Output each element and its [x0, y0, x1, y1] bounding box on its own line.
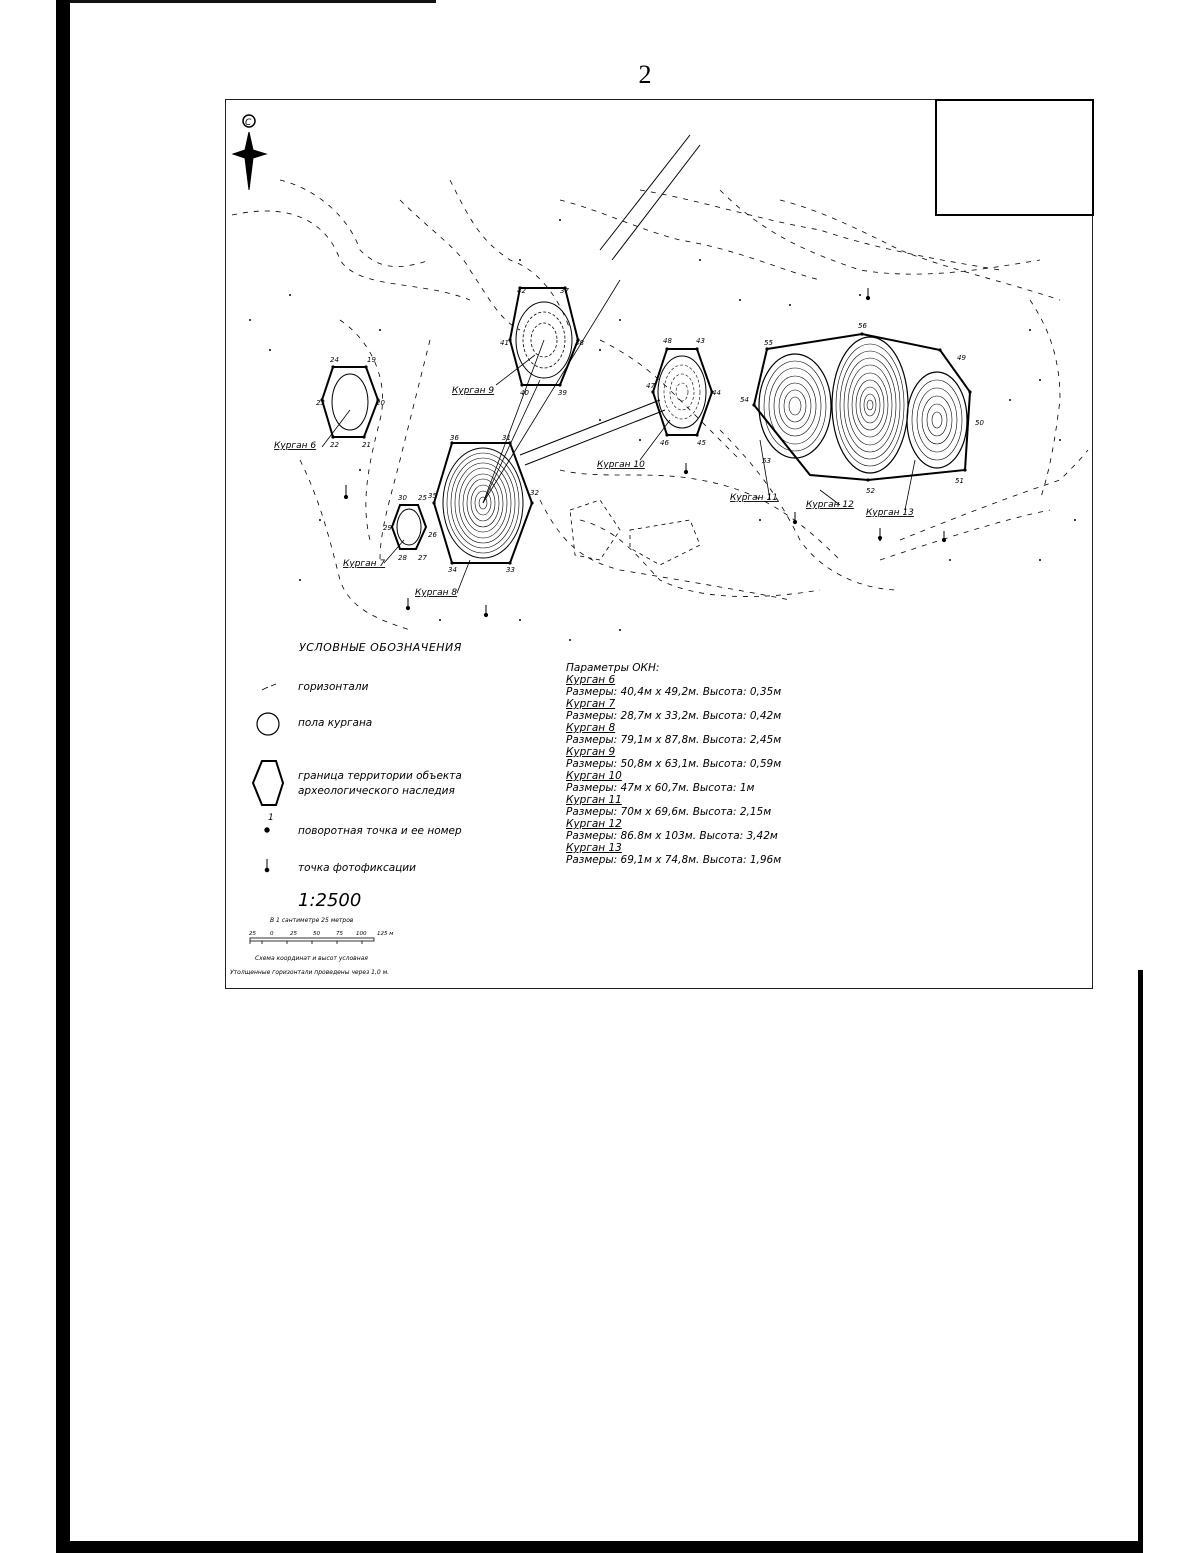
point-number: 39 [558, 389, 567, 397]
point-number: 44 [712, 389, 721, 397]
north-letter: С [245, 118, 252, 128]
point-number: 22 [330, 441, 339, 449]
param-name: Курган 12 [566, 818, 622, 830]
stamp-box [935, 99, 1094, 216]
point-number: 54 [740, 396, 749, 404]
photo-point-icon [265, 859, 269, 872]
point-number: 0 [270, 931, 274, 937]
param-name: Курган 11 [566, 794, 622, 806]
param-dims: Размеры: 70м x 69,6м. Высота: 2,15м [566, 806, 772, 818]
point-number: 100 [356, 931, 367, 937]
legend-mound-floor-label: пола кургана [298, 717, 373, 729]
point-number: 26 [428, 531, 437, 539]
point-number: 34 [448, 566, 457, 574]
terrain-shapes [570, 500, 700, 565]
point-number: 29 [383, 524, 392, 532]
mound-11 [759, 354, 831, 458]
mound-labels [274, 386, 914, 598]
point-number: 50 [313, 931, 320, 937]
point-number: 32 [530, 489, 539, 497]
point-number: 24 [330, 356, 339, 364]
turning-point-icon [265, 813, 274, 832]
point-number: 125 м [377, 931, 394, 937]
point-number: 52 [866, 487, 875, 495]
param-name: Курган 9 [566, 746, 616, 758]
legend-contour-label: горизонтали [298, 681, 369, 693]
point-number: 42 [517, 287, 526, 295]
scale-bar [250, 938, 374, 944]
param-dims: Размеры: 79,1м x 87,8м. Высота: 2,45м [566, 734, 782, 746]
scale-note: В 1 сантиметре 25 метров [270, 917, 354, 924]
contour-interval-note: Утолщенные горизонтали проведены через 1,0 м. [230, 969, 390, 976]
point-number: 25 [290, 931, 297, 937]
legend-title: УСЛОВНЫЕ ОБОЗНАЧЕНИЯ [299, 641, 462, 654]
label-kurgan-8: Курган 8 [415, 588, 458, 598]
param-dims: Размеры: 86.8м x 103м. Высота: 3,42м [566, 830, 778, 842]
point-number: 25 [249, 931, 256, 937]
point-number: 27 [418, 554, 427, 562]
legend-icons [253, 684, 283, 872]
point-number: 43 [696, 337, 705, 345]
point-number: 46 [660, 439, 669, 447]
point-number-labels [316, 287, 984, 574]
label-kurgan-11: Курган 11 [730, 493, 778, 503]
point-number: 1 [268, 813, 274, 823]
param-name: Курган 10 [566, 770, 622, 782]
point-number: 53 [762, 457, 771, 465]
point-number: 20 [376, 399, 385, 407]
point-number: 47 [646, 382, 655, 390]
label-kurgan-10: Курган 10 [597, 460, 645, 470]
point-number: 75 [336, 931, 343, 937]
point-number: 35 [428, 492, 437, 500]
mound-12 [832, 337, 908, 473]
point-number: 56 [858, 322, 867, 330]
point-number: 30 [398, 494, 407, 502]
label-kurgan-6: Курган 6 [274, 441, 317, 451]
point-number: 19 [367, 356, 376, 364]
label-leaders [322, 355, 915, 593]
param-dims: Размеры: 28,7м x 33,2м. Высота: 0,42м [566, 710, 782, 722]
legend-boundary-label: граница территории объекта археологического наследия [298, 770, 462, 797]
param-dims: Размеры: 47м x 60,7м. Высота: 1м [566, 782, 755, 794]
turning-points [320, 286, 971, 564]
scale-ticks [249, 931, 393, 937]
mound-7 [392, 505, 426, 549]
point-number: 51 [955, 477, 964, 485]
scale-ratio: 1:2500 [298, 890, 362, 911]
point-number: 28 [398, 554, 407, 562]
point-number: 48 [663, 337, 672, 345]
param-name: Курган 13 [566, 842, 622, 854]
point-number: 41 [500, 339, 509, 347]
point-number: 31 [502, 434, 511, 442]
param-name: Курган 8 [566, 722, 616, 734]
parameters-heading: Параметры ОКН: [566, 662, 660, 674]
coordinate-note: Схема координат и высот условная [255, 955, 368, 962]
mound-10 [653, 349, 712, 435]
legend-turning-point-label: поворотная точка и ее номер [298, 825, 462, 837]
param-name: Курган 7 [566, 698, 616, 710]
point-number: 21 [362, 441, 371, 449]
point-number: 50 [975, 419, 984, 427]
hexagon-icon [253, 761, 283, 805]
label-kurgan-13: Курган 13 [866, 508, 914, 518]
mound-6 [322, 367, 378, 437]
point-number: 38 [575, 339, 584, 347]
label-kurgan-12: Курган 12 [806, 500, 854, 510]
point-number: 25 [418, 494, 427, 502]
param-dims: Размеры: 69,1м x 74,8м. Высота: 1,96м [566, 854, 782, 866]
mound-9 [510, 288, 578, 385]
contour-line-icon [262, 684, 276, 690]
legend-photo-point-label: точка фотофиксации [298, 862, 416, 874]
circle-icon [257, 713, 279, 735]
label-kurgan-7: Курган 7 [343, 559, 386, 569]
mound-13 [907, 372, 967, 468]
param-dims: Размеры: 50,8м x 63,1м. Высота: 0,59м [566, 758, 782, 770]
label-kurgan-9: Курган 9 [452, 386, 495, 396]
point-number: 49 [957, 354, 966, 362]
point-number: 40 [520, 389, 529, 397]
param-name: Курган 6 [566, 674, 616, 686]
point-number: 55 [764, 339, 773, 347]
page-number: 2 [638, 60, 652, 89]
point-number: 45 [697, 439, 706, 447]
parameters-block [566, 662, 781, 866]
point-number: 37 [560, 287, 569, 295]
point-number: 23 [316, 399, 325, 407]
point-number: 33 [506, 566, 515, 574]
point-number: 36 [450, 434, 459, 442]
param-dims: Размеры: 40,4м x 49,2м. Высота: 0,35м [566, 686, 782, 698]
